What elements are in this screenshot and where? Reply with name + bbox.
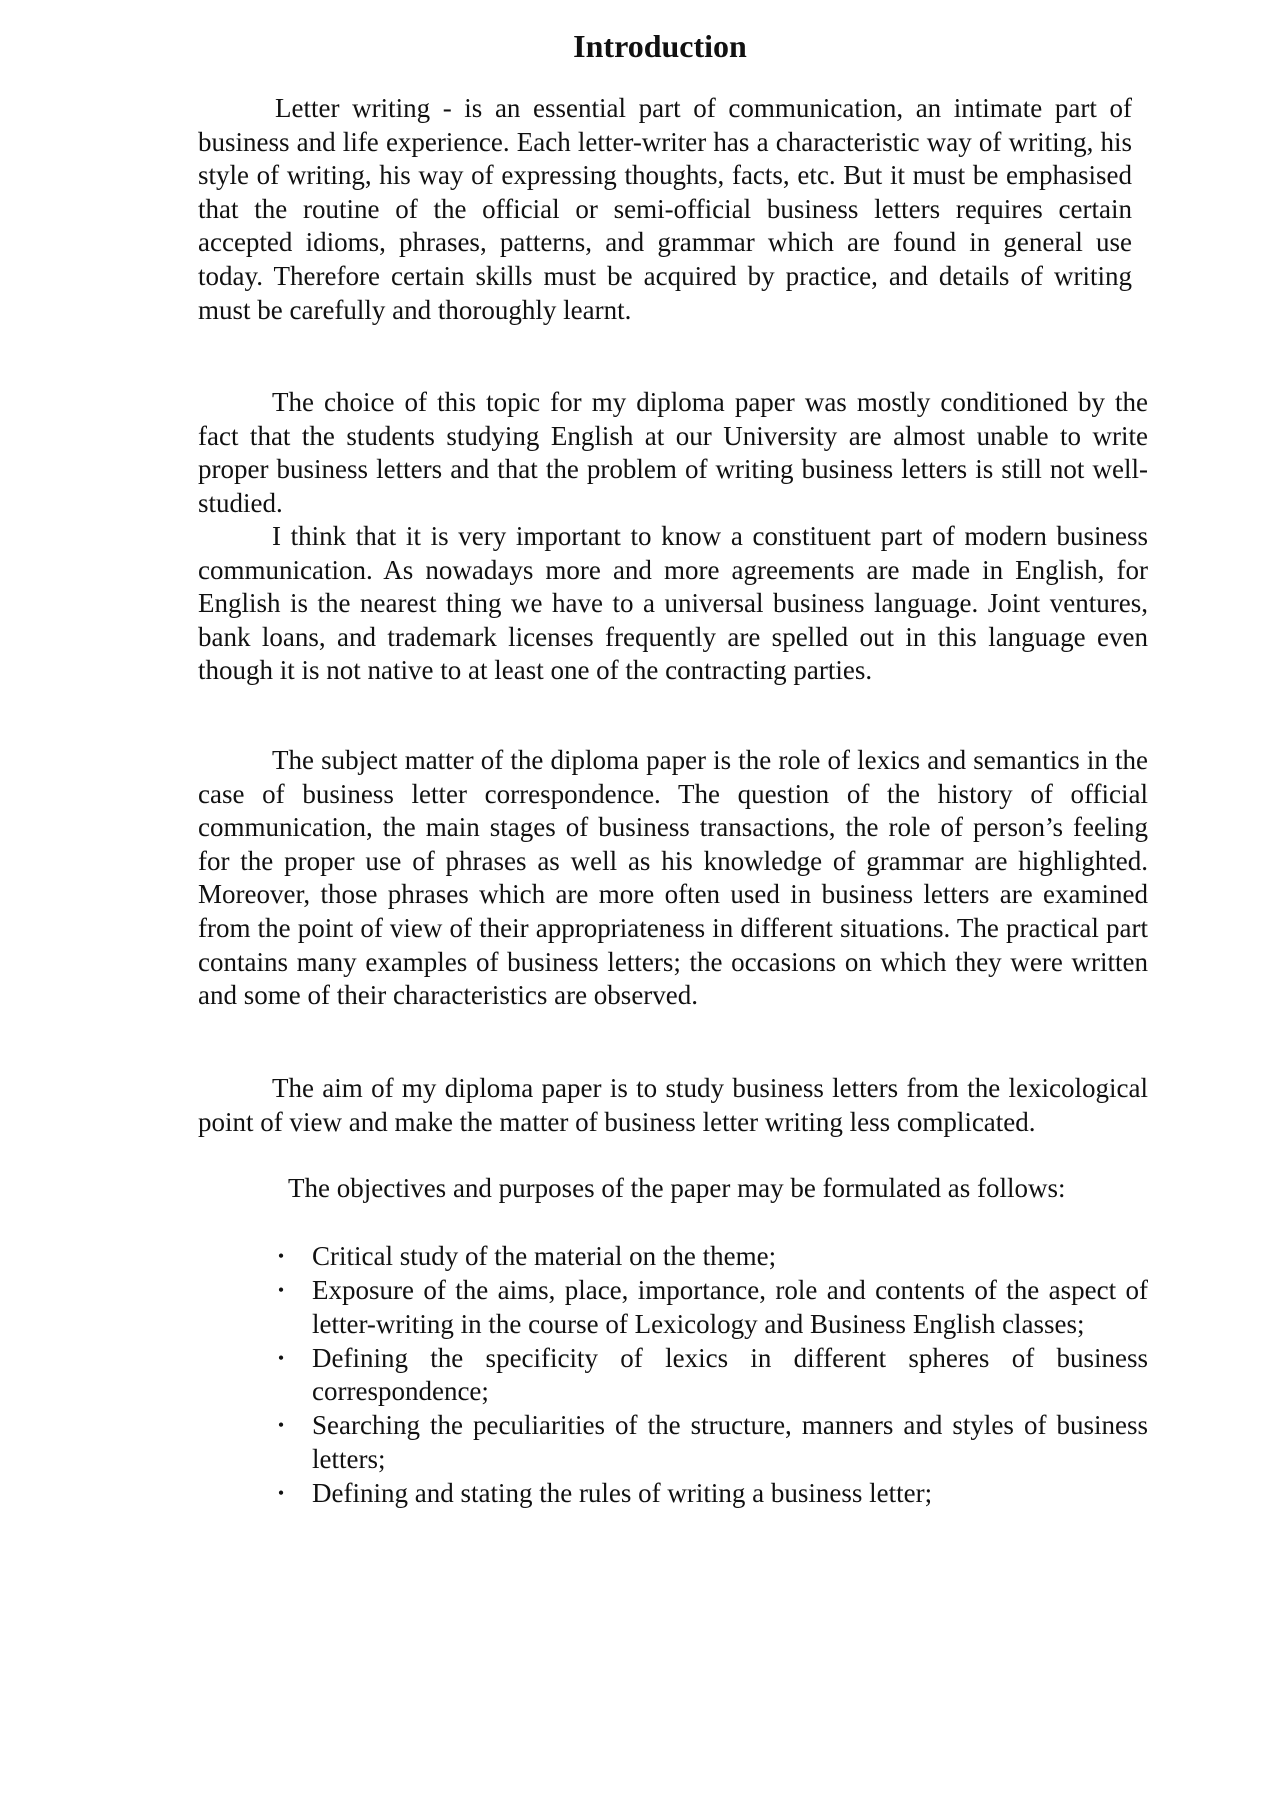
- list-item-text: Searching the peculiarities of the structure, manners and styles of business letters;: [312, 1410, 1148, 1475]
- list-item: [198, 1342, 1148, 1409]
- paragraph-objectives: The objectives and purposes of the paper may be formulated as follows:: [288, 1173, 1066, 1203]
- list-item-text: Critical study of the material on the theme;: [312, 1241, 777, 1271]
- list-item: [198, 1477, 1148, 1511]
- bullet-icon: •: [277, 1246, 285, 1266]
- paragraph-topic-choice: The choice of this topic for my diploma paper was mostly conditioned by the fact that the students studying English at our University are almost unable to write proper business letters and that the problem of writing business letters is still not well-studied.: [198, 387, 1148, 518]
- paragraph-aim: The aim of my diploma paper is to study business letters from the lexicological point of view and make the matter of business letter writing less complicated.: [198, 1073, 1148, 1137]
- paragraph-importance: I think that it is very important to know a constituent part of modern business communication. As nowadays more and more agreements are made in English, for English is the nearest thing we have to a universal business language. Joint ventures, bank loans, and trademark licenses frequently are spelled out in this language even though it is not native to at least one of the contracting parties.: [198, 521, 1148, 686]
- page-title: Introduction: [573, 28, 747, 64]
- bullet-icon: •: [277, 1415, 285, 1436]
- list-item-text: Exposure of the aims, place, importance, role and contents of the aspect of letter-writing in the course of Lexicology and Business English classes;: [312, 1275, 1148, 1339]
- bullet-icon: •: [277, 1483, 285, 1504]
- list-item-text: Defining the specificity of lexics in different spheres of business correspondence;: [312, 1342, 1148, 1407]
- bullet-icon: •: [277, 1347, 285, 1368]
- list-item: [198, 1240, 1148, 1274]
- list-item: [198, 1409, 1148, 1476]
- paragraph-intro: Letter writing - is an essential part of communication, an intimate part of business and life experience. Each letter-writer has a characteristic way of writing, his style of writing, his way of expressing thoughts, facts, etc. But it must be emphasised that the routine of the official or semi-official business letters requires certain accepted idioms, phrases, patterns, and grammar which are found in general use today. Therefore certain skills must be acquired by practice, and details of writing must be carefully and thoroughly learnt.: [198, 93, 1132, 325]
- list-item: [198, 1274, 1148, 1341]
- list-item-text: Defining and stating the rules of writing a business letter;: [312, 1478, 933, 1509]
- paragraph-subject-matter: The subject matter of the diploma paper is the role of lexics and semantics in the case of business letter correspondence. The question of the history of official communication, the main stages of business transactions, the role of person’s feeling for the proper use of phrases as well as his knowledge of grammar are highlighted. Moreover, those phrases which are more often used in business letters are examined from the point of view of their appropriateness in different situations. The practical part contains many examples of business letters; the occasions on which they were written and some of their characteristics are observed.: [198, 745, 1148, 1011]
- objectives-list: [198, 1240, 1148, 1511]
- bullet-icon: •: [277, 1280, 285, 1301]
